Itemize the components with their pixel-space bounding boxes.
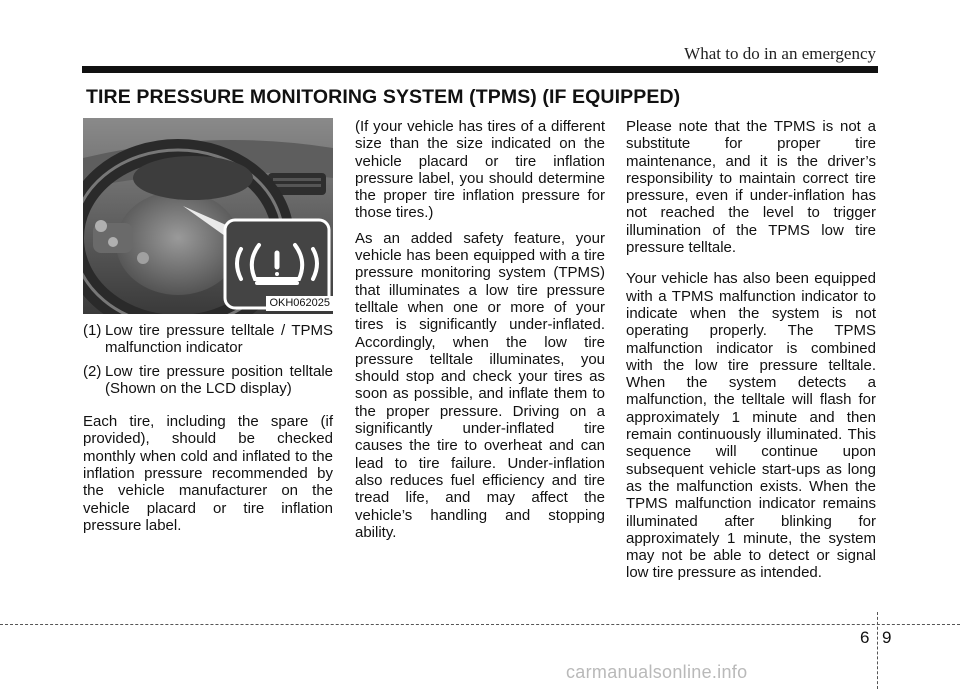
caption-number: (2) <box>83 362 102 380</box>
column-1 <box>83 118 333 542</box>
dashboard-figure <box>83 118 333 314</box>
footer-divider <box>877 612 878 689</box>
body-paragraph: Your vehicle has also been equipped with a TPMS malfunction indicator to indicate when the system is not operating properly. The TPMS malfunction indicator is combined with the low tire pressure telltale. When the system detects a malfunction, the telltale will flash for approximately 1 minute and then remain continuously illuminated. This sequence will continue upon subsequent vehicle start-ups as long as the malfunction exists. When the TPMS malfunction indicator remains illuminated after blinking for approximately 1 minute, the system may not be able to detect or signal low tire pressure as intended. <box>626 270 876 582</box>
page-number: 9 <box>882 628 892 647</box>
caption-item <box>83 322 333 357</box>
caption-text: Low tire pressure telltale / TPMS malfunction indicator <box>105 322 333 357</box>
body-paragraph: Please note that the TPMS is not a substitute for proper tire maintenance, and it is the driver’s responsibility to maintain correct tire pressure, even if under-inflation has not reached the level to trigger illumination of the TPMS low tire pressure telltale. <box>626 118 876 257</box>
footer-rule <box>0 624 960 625</box>
chapter-number: 6 <box>860 628 870 647</box>
column-3 <box>626 118 876 590</box>
section-title: TIRE PRESSURE MONITORING SYSTEM (TPMS) (IF EQUIPPED) <box>86 86 681 108</box>
caption-item <box>83 363 333 398</box>
header-rule <box>82 66 878 73</box>
caption-text: Low tire pressure position telltale (Shown on the LCD display) <box>105 362 333 397</box>
watermark: carmanualsonline.info <box>566 662 748 682</box>
dashboard-illustration <box>83 118 333 314</box>
caption-number: (1) <box>83 322 102 339</box>
running-header: What to do in an emergency <box>684 44 876 63</box>
column-2 <box>355 118 605 549</box>
body-paragraph: Each tire, including the spare (if provided), should be checked monthly when cold and inflated to the inflation pressure recommended by the vehicle manufacturer on the vehicle placard or tire inflation pressure label. <box>83 413 333 534</box>
body-paragraph: (If your vehicle has tires of a different size than the size indicated on the vehicle placard or tire inflation pressure label, you should determine the proper tire inflation pressure for those tires.) <box>355 118 605 222</box>
figure-code: OKH062025 <box>266 296 333 311</box>
body-paragraph: As an added safety feature, your vehicle has been equipped with a tire pressure monitoring system (TPMS) that illuminates a low tire pressure telltale when one or more of your tires is significantly under-inflated. Accordingly, when the low tire pressure telltale illuminates, you should stop and check your tires as soon as possible, and inflate them to the proper pressure. Driving on a significantly under-inflated tire causes the tire to overheat and can lead to tire failure. Under-inflation also reduces fuel efficiency and tire tread life, and may affect the vehicle’s handling and stopping ability. <box>355 229 605 541</box>
